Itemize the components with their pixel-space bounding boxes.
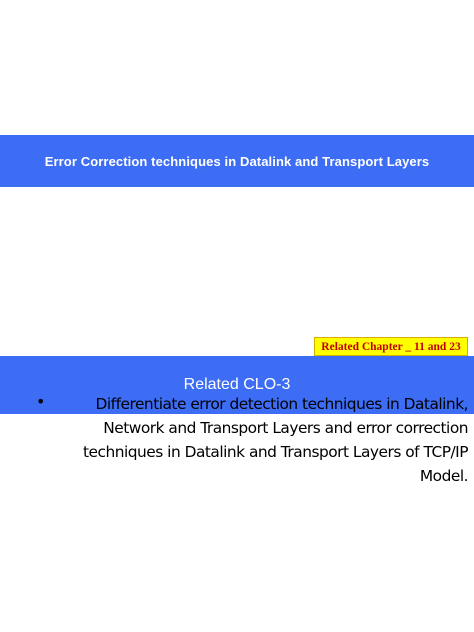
related-chapter-badge <box>314 337 468 356</box>
clo-heading: Related CLO-3 <box>183 376 291 393</box>
slide-title: Error Correction techniques in Datalink and Transport Layers <box>44 153 430 169</box>
bullet-line-1: Differentiate error detection techniques in Datalink, <box>95 395 468 413</box>
bullet-line-2: Network and Transport Layers and error correction <box>103 419 468 437</box>
bullet-line-3: techniques in Datalink and Transport Layers of TCP/IP <box>83 443 468 461</box>
bullet-text <box>36 392 468 488</box>
related-chapter-text: Related Chapter _ 11 and 23 <box>321 340 461 353</box>
bullet-marker: • <box>36 392 46 411</box>
title-band <box>0 135 474 187</box>
bullet-line-4: Model. <box>419 467 468 485</box>
